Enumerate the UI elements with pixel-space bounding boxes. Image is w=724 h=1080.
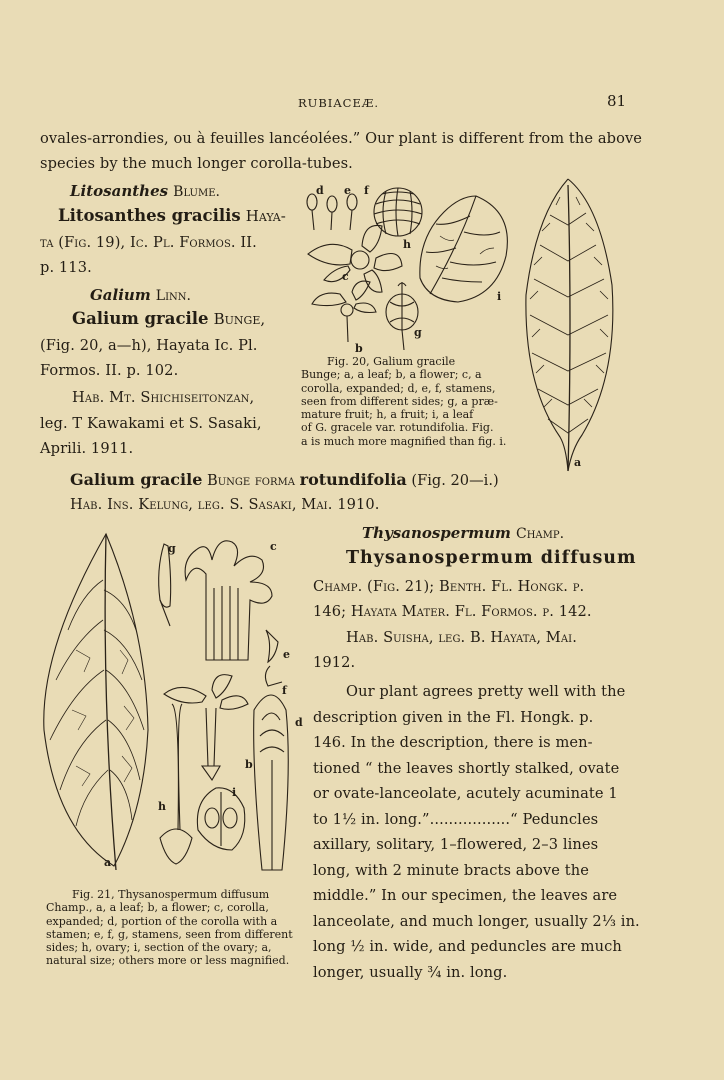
litosanthes-species-heading [58,206,286,225]
fig21-letter-c: c [270,540,277,553]
forma-ref: (Fig. 20—i.) [411,472,499,489]
fig21-letter-b: b [245,758,253,771]
fig21-caption-line: sides; h, ovary; i, section of the ovary; a, [46,941,272,955]
fig21-letter-i: i [232,786,237,799]
para-line: Our plant agrees pretty well with the [346,683,626,700]
thysanospermum-line: Champ. (Fig. 21); Benth. Fl. Hongk. p. [313,578,585,595]
fig20-caption-line: Fig. 20, Galium gracile [327,355,456,368]
genus-name: Thysanospermum [362,524,511,542]
fig21-letter-f: f [282,684,287,697]
galium-line-2: (Fig. 20, a—h), Hayata Ic. Pl. [40,337,258,354]
forma-heading [70,470,499,489]
para-line: axillary, solitary, 1–flowered, 2–3 lines [313,836,599,853]
para-line: description given in the Fl. Hongk. p. [313,709,594,726]
figure-20-drawing [290,182,520,364]
forma-author: Bunge forma [207,472,295,489]
corolla-portion-d-illustration [254,695,289,870]
thysanospermum-genus-heading [362,523,564,542]
fig20-caption-line: corolla, expanded; d, e, f, stamens, [301,381,496,395]
leaf-i-illustration [420,196,508,302]
stamen-e-illustration [327,196,337,230]
species-name: Galium gracile [72,309,209,328]
stamen-g-illustration [159,544,171,626]
fig20-letter-i: i [497,290,502,303]
fig21-letter-e: e [283,648,290,661]
thysanospermum-species-heading: Thysanospermum diffusum [346,548,637,568]
para-line: long, with 2 minute bracts above the [313,862,589,879]
thysanospermum-line: Hab. Suisha, leg. B. Hayata, Mai. [346,629,577,646]
fig21-letter-h: h [158,800,166,813]
thysanospermum-line: 1912. [313,654,356,671]
species-name: Litosanthes gracilis [58,206,241,225]
stamen-f-illustration [265,666,282,686]
ovary-h-illustration [160,704,192,864]
para-line: long ½ in. wide, and peduncles are much [313,938,622,955]
para-line: longer, usually ¾ in. long. [313,964,508,981]
page-number: 81 [607,92,627,110]
genus-author: Blume. [173,184,220,200]
thysanospermum-line: 146; Hayata Mater. Fl. Formos. p. 142. [313,603,592,620]
para-line: 146. In the description, there is men- [313,734,593,751]
fig20-caption-line: mature fruit; h, a fruit; i, a leaf [301,408,474,422]
species-author: Bunge, [213,310,266,328]
fig21-letter-g: g [168,542,176,555]
fig20-caption-line: of G. gracele var. rotundifolia. Fig. [301,421,494,435]
fig20-caption [301,355,511,448]
fig21-caption-line: expanded; d, portion of the corolla with a [46,914,278,928]
species-author: Haya- [245,207,286,225]
fig21-caption-line: Fig. 21, Thysanospermum diffusum [72,888,270,901]
forma-hab: Hab. Ins. Kelung, leg. S. Sasaki, Mai. 1910. [70,496,380,513]
fig20-letter-f: f [364,184,369,197]
genus-name: Galium [90,286,151,304]
para-line: or ovate-lanceolate, acutely acuminate 1 [313,785,618,802]
fruit-g-illustration [386,282,418,350]
stamen-d-illustration [307,194,317,230]
galium-hab-1: Hab. Mt. Shichiseitonzan, [72,389,255,406]
fig21-caption-line: natural size; others more or less magnified. [46,954,290,968]
fig21-letter-d: d [295,716,303,729]
litosanthes-line-3: p. 113. [40,259,92,276]
genus-author: Champ. [515,526,565,542]
leaf-a-illustration [44,534,148,870]
fig20-caption-line: Bunge; a, a leaf; b, a flower; c, a [301,368,482,382]
genus-name: Litosanthes [70,182,169,200]
forma-species-name: Galium gracile [70,470,203,489]
flower-b-illustration [312,281,376,342]
fig20-letter-c: c [342,270,349,283]
fig21-caption [46,888,302,968]
fig21-caption-line: stamen; e, f, g, stamens, seen from different [46,927,293,941]
para-line: middle.” In our specimen, the leaves are [313,887,618,904]
galium-genus-heading [90,285,191,304]
fig20-letter-b: b [355,342,363,355]
figure-21-drawing [36,530,304,880]
fig21-letter-a: a [104,856,112,869]
fig20-caption-line: seen from different sides; g, a præ- [301,394,498,408]
stamen-e-illustration [266,630,278,662]
litosanthes-line-2: ta (Fig. 19), Ic. Pl. Formos. II. [40,234,257,251]
para-line: to 1½ in. long.”.................“ Peduncles [313,811,599,828]
para-line: tioned “ the leaves shortly stalked, ovate [313,760,620,777]
litosanthes-genus-heading [70,181,220,200]
ovary-section-i-illustration [197,788,244,850]
intro-line-1: ovales-arrondies, ou à feuilles lancéolées.” Our plant is different from the above [40,130,643,147]
stamen-f-illustration [347,194,357,230]
fig20-letter-h: h [403,238,411,251]
fig20-letter-g: g [414,326,422,339]
para-line: lanceolate, and much longer, usually 2⅓ in. [313,913,640,930]
forma-epithet: rotundifolia [299,470,407,489]
galium-species-heading [72,309,265,328]
corolla-c-illustration [308,225,402,292]
galium-hab-3: Aprili. 1911. [40,440,134,457]
galium-line-3: Formos. II. p. 102. [40,362,179,379]
galium-hab-2: leg. T Kawakami et S. Sasaki, [40,415,262,432]
genus-author: Linn. [155,288,191,304]
fig20-letter-e: e [344,184,351,197]
fig20-letter-a: a [574,456,582,469]
figure-20-leaf-a-drawing [520,175,625,475]
fig20-caption-line: a is much more magnified than fig. i. [301,434,507,448]
corolla-c-illustration [185,541,272,660]
fig20-letter-d: d [316,184,324,197]
intro-line-2: species by the much longer corolla-tubes. [40,155,353,172]
fig21-caption-line: Champ., a, a leaf; b, a flower; c, corolla, [46,901,269,915]
running-title: RUBIACEÆ. [298,96,380,110]
